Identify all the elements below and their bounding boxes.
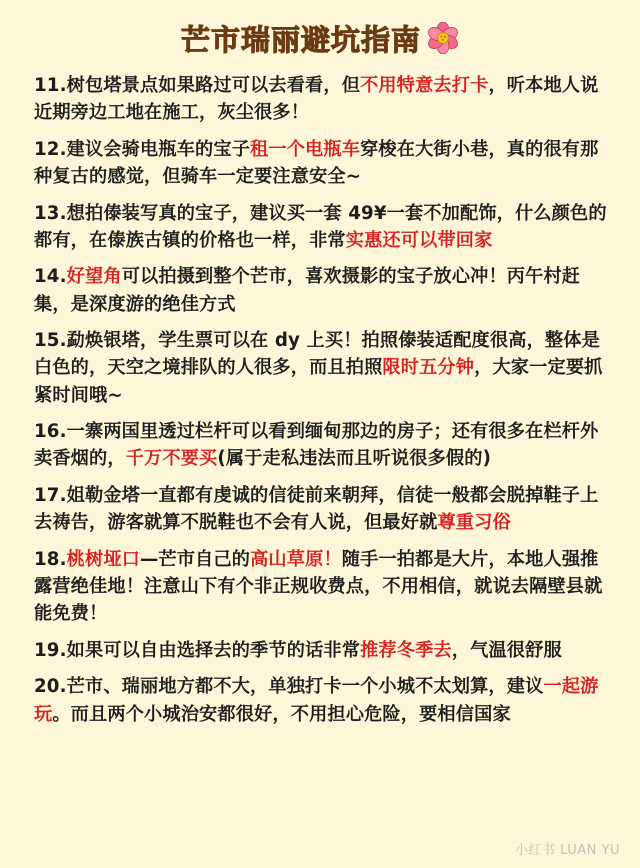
tip-highlight: 桃树垭口: [66, 548, 141, 570]
tip-item: [34, 200, 610, 254]
tip-text: 16.一寨两国里透过栏杆可以看到缅甸那边的房子；还有很多在栏杆外卖香烟的，: [34, 421, 599, 470]
tip-highlight: 高山草原！: [250, 548, 342, 570]
tip-text: ，气温很舒服: [451, 639, 562, 661]
tip-item: [34, 418, 610, 472]
page-title: [181, 18, 421, 59]
tip-text: ，听本地人说近期旁边工地在施工，灰尘很多！: [34, 75, 599, 124]
tip-text: —芒市自己的: [140, 548, 251, 570]
tip-text: 穿梭在大街小巷，真的很有那种复古的感觉，但骑车一定要注意安全~: [34, 138, 599, 187]
tip-item: [34, 673, 610, 727]
tip-text: 19.如果可以自由选择去的季节的话非常: [34, 639, 361, 661]
tip-highlight: 好望角: [66, 266, 122, 288]
tip-item: [34, 263, 610, 317]
tip-highlight: 租一个电瓶车: [250, 138, 361, 160]
tip-highlight: 尊重习俗: [437, 512, 511, 534]
title-part-2: 避坑: [300, 22, 361, 57]
tip-highlight: 实惠还可以带回家: [345, 229, 493, 251]
watermark: 小红书 LUAN YU: [515, 843, 620, 858]
title-part-1: 芒市瑞丽: [180, 22, 301, 57]
title-part-3: 指南: [361, 22, 422, 57]
tip-text: 11.树包塔景点如果路过可以去看看，但: [34, 75, 361, 96]
title-row: [0, 0, 640, 72]
tip-highlight: 推荐冬季去: [360, 639, 452, 661]
tip-item: [34, 482, 610, 536]
tip-item: [34, 546, 610, 628]
tip-text: (属于走私违法而且听说很多假的): [217, 448, 492, 470]
tip-text: 20.芒市、瑞丽地方都不大，单独打卡一个小城不太划算，建议: [34, 676, 544, 698]
tip-item: [34, 637, 610, 664]
tip-text: 14.: [34, 266, 67, 288]
tip-text: 15.勐焕银塔，学生票可以在 dy 上买！拍照傣装适配度很高，整体是白色的，天空之境排队的人很多，而且拍照: [34, 330, 600, 379]
flower-icon: [427, 22, 459, 54]
tip-text: 18.: [34, 548, 67, 570]
tip-text: 可以拍摄到整个芒市，喜欢摄影的宝子放心冲！丙午村赶集，是深度游的绝佳方式: [34, 266, 581, 315]
tip-text: ，大家一定要抓紧时间哦~: [34, 357, 603, 406]
tip-highlight: 千万不要买: [125, 448, 218, 470]
tip-item: [34, 327, 610, 409]
tip-item: [34, 136, 610, 190]
tip-highlight: 限时五分钟: [382, 357, 475, 379]
tip-text: 13.想拍傣装写真的宝子，建议买一套 49¥一套不加配饰，什么颜色的都有，在傣族古镇的价格也一样，非常: [34, 202, 607, 251]
tips-list: [0, 72, 640, 728]
tip-text: 17.姐勒金塔一直都有虔诚的信徒前来朝拜，信徒一般都会脱掉鞋子上去祷告，游客就算不脱鞋也不会有人说，但最好就: [34, 484, 599, 534]
tip-highlight: 一起游玩: [34, 676, 599, 725]
tip-text: 随手一拍都是大片，本地人强推露营绝佳地！注意山下有个非正规收费点，不用相信，就说去隔壁县就能免费！: [34, 548, 603, 625]
tip-item: [34, 72, 610, 126]
tip-text: 。而且两个小城治安都很好，不用担心危险，要相信国家: [52, 703, 511, 725]
tip-text: 12.建议会骑电瓶车的宝子: [34, 138, 251, 160]
tip-highlight: 不用特意去打卡: [360, 75, 489, 96]
